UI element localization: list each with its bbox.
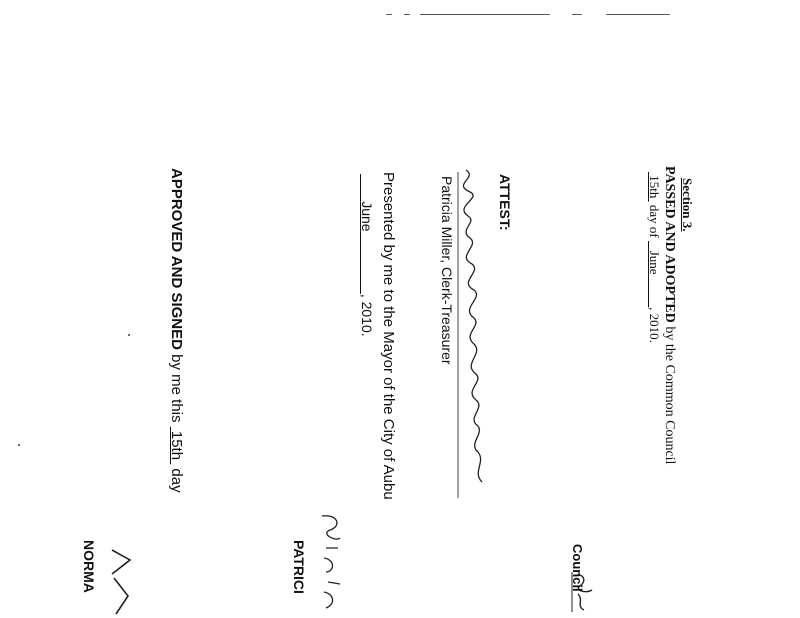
clerk-printed-name: Patricia Miller, Clerk-Treasurer xyxy=(439,176,455,365)
passed-adopted-label: PASSED AND ADOPTED xyxy=(662,166,677,323)
passed-adopted-line xyxy=(662,166,676,464)
mayor-name: NORMA xyxy=(81,540,97,593)
attest-label: ATTEST: xyxy=(497,174,513,231)
scan-dot xyxy=(18,444,20,446)
passed-adopted-tail: by the Common Council xyxy=(662,326,677,465)
clerk-signature-2 xyxy=(316,512,348,612)
passed-day: 15th xyxy=(647,175,662,199)
presented-day-blank xyxy=(359,174,375,201)
clerk-signature-name: PATRICI xyxy=(291,540,307,594)
mayor-signature xyxy=(110,548,132,616)
passed-year: 2010. xyxy=(647,313,662,343)
presented-date-line xyxy=(360,174,374,337)
passed-month: June xyxy=(647,250,662,275)
approved-day-word: day xyxy=(168,468,185,493)
approved-label: APPROVED AND SIGNED xyxy=(168,168,185,350)
passed-day-of: day of xyxy=(647,204,662,238)
presented-line: Presented by me to the Mayor of the City of Aubu xyxy=(380,172,397,500)
approved-line xyxy=(169,168,184,493)
passed-date-line: 15th day of June , 2010. xyxy=(648,172,661,343)
presented-year: , 2010. xyxy=(359,293,375,337)
scan-dot xyxy=(128,334,130,336)
council-name: Council xyxy=(570,544,585,592)
section-heading: Section 3. xyxy=(680,178,695,232)
presented-month: June xyxy=(359,201,375,232)
approved-rest: by me this xyxy=(168,354,185,423)
approved-day: 15th xyxy=(168,430,185,461)
